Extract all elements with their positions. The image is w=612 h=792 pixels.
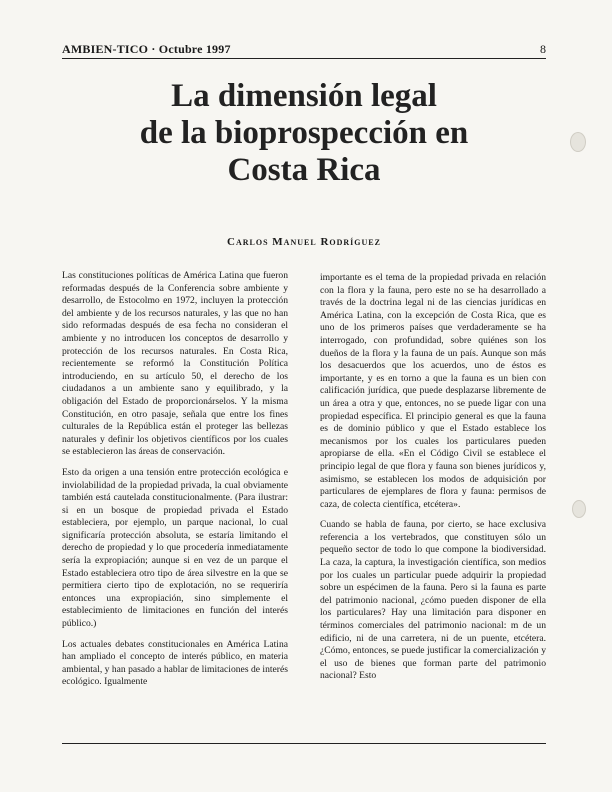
punch-hole-mark (570, 132, 586, 152)
title-line-2: de la bioprospección en (139, 115, 469, 151)
article-title (62, 78, 546, 189)
paragraph: Esto da origen a una tensión entre protección ecológica e inviolabilidad de la propiedad privada, la cual obviamente también está cautelada constitucionalmente. (Para ilustrar: si en un bosque de propiedad privada el Estado estableciera, por ejemplo, un parque nacional, lo cual significaría protección absoluta, se estaría limitando el derecho de propiedad y lo que procedería inmediatamente sería la expropiación; aunque si en vez de un parque el Estado estableciera otro tipo de área silvestre en la que se permitiera cierto tipo de explotación, no se requeriría entonces una expropiación, sino simplemente el establecimiento de limitaciones en función del interés público.) (62, 466, 288, 630)
left-column (62, 270, 288, 697)
footer-rule (62, 743, 546, 744)
punch-hole-mark (572, 500, 586, 518)
paragraph: Las constituciones políticas de América Latina que fueron reformadas después de la Conferencia sobre ambiente y desarrollo, de Estocolmo en 1972, incluyen la protección del ambiente y de los recursos naturales, y las que no han sido reformadas después de esa fecha no consideran el ambiente y no introducen los conceptos de desarrollo y protección de los recursos naturales. En Costa Rica, recientemente se reformó la Constitución Política introduciendo, en su artículo 50, el derecho de los ciudadanos a un ambiente sano y equilibrado, y la obligación del Estado de proporcionárselos. Y la misma Constitución, en otro pasaje, señala que entre los fines culturales de la República están el proteger las bellezas naturales y definir los objetivos científicos por los cuales se establecieron las áreas de conservación. (62, 270, 288, 458)
title-line-1: La dimensión legal (171, 78, 437, 114)
title-line-3: Costa Rica (227, 152, 381, 188)
article-author: Carlos Manuel Rodríguez (227, 236, 381, 248)
paragraph: Cuando se habla de fauna, por cierto, se hace exclusiva referencia a los vertebrados, que constituyen sólo un pequeño sector de todo lo que compone la biodiversidad. La caza, la captura, la investigación científica, son medios por los cuales un particular puede adquirir la propiedad sobre un espécimen de la fauna. Pero si la fauna es parte del patrimonio nacional, ¿cómo pueden disponer de ella los particulares? Hay una limitación para disponer en términos comerciales del patrimonio nacional: m de un edificio, ni de una carretera, ni de un puente, etcétera. ¿Cómo, entonces, se puede justificar la comercialización y el uso de bienes que forman parte del patrimonio nacional? Esto (320, 519, 546, 682)
header-rule (62, 58, 546, 59)
paragraph: importante es el tema de la propiedad privada en relación con la flora y la fauna, pero este no se ha desarrollado a través de la doctrina legal ni de las ciencias jurídicas en América Latina, con la excepción de Costa Rica, que es uno de los primeros países que verdaderamente se ha interrogado, con profundidad, sobre quiénes son los dueños de la flora y la fauna de un país. Aunque son más los desacuerdos que los acuerdos, uno de éstos es importante, y es en torno a que la fauna es un bien con calificación jurídica, que puede desplazarse libremente de un área a otra y que, entonces, no se puede ligar con una propiedad específica. El principio general es que la fauna es de dominio público y que el Estado establece los mecanismos por los cuales los particulares pueden apropiarse de ella. «En el Código Civil se establece el principio legal de que flora y fauna son bienes jurídicos y, asimismo, se establecen los modos de adquisición por particulares de ejemplares de flora y fauna: permisos de caza, de colecta científica, etcétera». (320, 272, 546, 510)
right-column (320, 272, 546, 691)
paragraph: Los actuales debates constitucionales en América Latina han ampliado el concepto de interés público, en materia ambiental, y han pasado a hablar de limitaciones de interés ecológico. Igualmente (62, 638, 288, 688)
running-header (62, 42, 546, 58)
publication-name: AMBIEN-TICO · Octubre 1997 (62, 42, 231, 56)
page-number: 8 (540, 42, 546, 56)
